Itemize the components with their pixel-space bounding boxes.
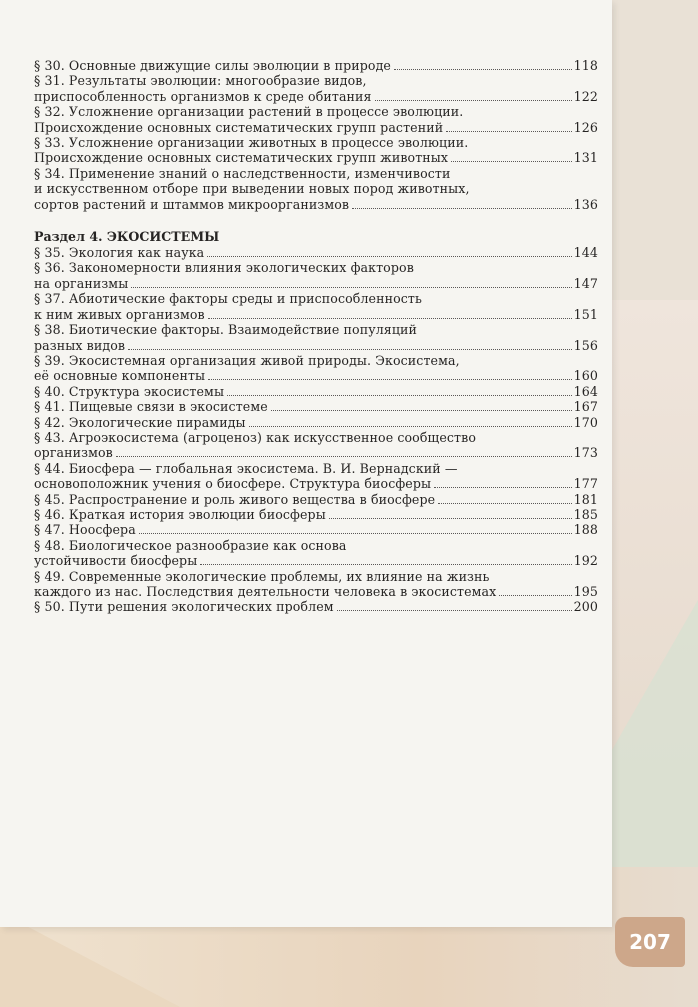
toc-entry-line [34,276,598,291]
toc-entry-text: каждого из нас. Последствия деятельности человека в экосистемах [34,584,497,599]
toc-entry [34,384,598,399]
toc-entry-line [34,538,598,553]
dot-leader [208,318,572,319]
toc-entry [34,507,598,522]
dot-leader [128,349,572,350]
toc-entry-line [34,166,598,181]
toc-page-number: 177 [573,476,598,492]
toc-entry-text: § 40. Структура экосистемы [34,383,225,399]
dot-leader [394,69,572,70]
dot-leader [116,456,572,457]
toc-entry-line [34,245,598,260]
toc-page-number: 147 [573,275,598,291]
dot-leader [208,379,572,380]
toc-entry-line [34,507,598,522]
toc-entry-line [34,492,598,507]
toc-page-number: 164 [573,383,598,399]
toc-entry [34,461,598,492]
dot-leader [249,426,572,427]
page-number-badge: 207 [615,917,685,967]
toc-entry-line [34,445,598,460]
toc-entry-line [34,599,598,614]
toc-entry-line [34,476,598,491]
toc-entry [34,58,598,73]
toc-page-number: 131 [573,150,598,166]
toc-entry [34,399,598,414]
toc-entry-text: § 33. Усложнение организации животных в процессе эволюции. [34,135,469,151]
toc-entry-text: § 36. Закономерности влияния экологических факторов [34,260,414,276]
dot-leader [131,287,571,288]
toc-page-number: 156 [573,337,598,353]
toc-page-number: 151 [573,306,598,322]
toc-page-number: 144 [573,245,598,261]
toc-entry-text: сортов растений и штаммов микроорганизмов [34,196,350,212]
toc-entry [34,415,598,430]
toc-entry-line [34,104,598,119]
toc-entry-text: § 45. Распространение и роль живого вещества в биосфере [34,491,436,507]
dot-leader [451,161,572,162]
toc-entry [34,73,598,104]
toc-section4-list [34,245,598,615]
toc-page-number: 118 [573,58,598,73]
toc-page-number: 167 [573,399,598,415]
dot-leader [337,610,572,611]
toc-page-number: 170 [573,414,598,430]
toc-page-number: 192 [573,553,598,569]
toc-entry [34,104,598,135]
toc-entry [34,430,598,461]
dot-leader [139,533,572,534]
toc-entry-line [34,120,598,135]
toc-entry-text: Происхождение основных систематических групп растений [34,119,444,135]
toc-entry-line [34,181,598,196]
toc-entry [34,538,598,569]
toc-entry-text: Происхождение основных систематических групп животных [34,150,449,166]
toc-entry-text: приспособленность организмов к среде обитания [34,88,372,104]
toc-entry-line [34,322,598,337]
toc-entry-line [34,430,598,445]
toc-entry [34,135,598,166]
toc-entry-text: § 42. Экологические пирамиды [34,414,246,430]
toc-entry-text: § 46. Краткая история эволюции биосферы [34,506,326,522]
dot-leader [375,100,572,101]
dot-leader [446,131,571,132]
dot-leader [271,410,572,411]
toc-entry-text: § 50. Пути решения экологических проблем [34,599,334,615]
dot-leader [499,595,571,596]
toc-entry [34,599,598,614]
toc-entry-line [34,399,598,414]
dot-leader [200,564,571,565]
toc-entry-line [34,58,598,73]
toc-entry-line [34,522,598,537]
toc-entry-line [34,569,598,584]
toc-entry [34,166,598,212]
toc-entry-text: § 32. Усложнение организации растений в процессе эволюции. [34,104,464,120]
toc-entry-line [34,197,598,212]
toc-page-number: 160 [573,368,598,384]
toc-page-number: 181 [573,491,598,507]
toc-entry-line [34,368,598,383]
toc-entry-line [34,73,598,88]
toc-entry-line [34,553,598,568]
toc-page-number: 173 [573,445,598,461]
toc-entry-line [34,461,598,476]
toc-entry-line [34,584,598,599]
toc-entry-text: § 41. Пищевые связи в экосистеме [34,399,268,415]
toc-entry-line [34,353,598,368]
toc-page-number: 136 [573,196,598,212]
toc-entry-text: и искусственном отборе при выведении новых пород животных, [34,181,470,197]
toc-entry-text: § 34. Применение знаний о наследственности, изменчивости [34,165,451,181]
toc-entry-text: организмов [34,445,113,461]
toc-entry [34,322,598,353]
toc-entry-line [34,384,598,399]
toc-entry-line [34,415,598,430]
toc-entry-line [34,291,598,306]
toc-entry-text: устойчивости биосферы [34,553,198,569]
toc-entry-line [34,338,598,353]
toc-page-number: 200 [573,599,598,615]
toc-entry-line [34,150,598,165]
toc-page-number: 185 [573,506,598,522]
toc-entry [34,492,598,507]
toc-entry [34,260,598,291]
dot-leader [207,256,571,257]
toc-entry [34,245,598,260]
toc-entry-text: § 31. Результаты эволюции: многообразие видов, [34,73,367,89]
toc-entry-text: на организмы [34,275,129,291]
dot-leader [438,503,571,504]
toc-entry [34,569,598,600]
toc-entry [34,522,598,537]
toc-entry [34,291,598,322]
dot-leader [352,208,572,209]
toc-entry [34,353,598,384]
toc-entry-text: § 37. Абиотические факторы среды и приспособленность [34,291,422,307]
dot-leader [227,395,572,396]
toc-entry-text: § 49. Современные экологические проблемы, их влияние на жизнь [34,568,490,584]
toc-entry-text: § 43. Агроэкосистема (агроценоз) как искусственное сообщество [34,429,476,445]
toc-entry-line [34,260,598,275]
toc-page-number: 122 [573,88,598,104]
toc-entry-text: основоположник учения о биосфере. Структура биосферы [34,476,432,492]
toc-entry-text: § 38. Биотические факторы. Взаимодействие популяций [34,322,418,338]
dot-leader [434,487,572,488]
dot-leader [329,518,572,519]
toc-entry-text: § 48. Биологическое разнообразие как основа [34,537,347,553]
toc-entry-text: § 30. Основные движущие силы эволюции в природе [34,58,391,73]
toc-page-number: 195 [573,584,598,599]
toc-entry-text: § 35. Экология как наука [34,245,205,261]
section-heading: Раздел 4. ЭКОСИСТЕМЫ [34,229,220,245]
toc-top-list [34,58,598,212]
toc-entry-text: § 47. Ноосфера [34,522,136,538]
toc-entry-line [34,307,598,322]
toc-entry-line [34,135,598,150]
toc-entry-text: § 44. Биосфера — глобальная экосистема. В. И. Вернадский — [34,460,458,476]
toc-entry-line [34,89,598,104]
toc-page-number: 126 [573,119,598,135]
toc-entry-text: § 39. Экосистемная организация живой природы. Экосистема, [34,352,460,368]
toc-entry-text: её основные компоненты [34,368,206,384]
toc-entry-text: разных видов [34,337,126,353]
toc-entry-text: к ним живых организмов [34,306,205,322]
toc-page-number: 188 [573,522,598,538]
table-of-contents [34,58,598,615]
